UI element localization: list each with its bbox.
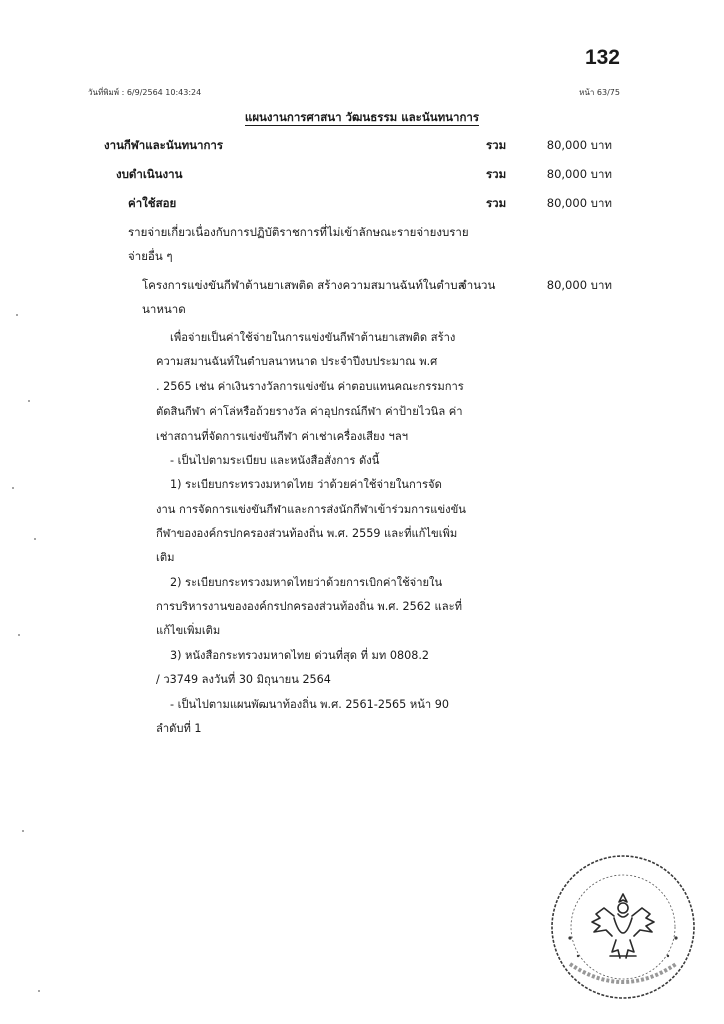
scan-speck	[38, 990, 40, 992]
description-line: - เป็นไปตามแผนพัฒนาท้องถิ่น พ.ศ. 2561-2565 หน้า 90	[170, 698, 449, 711]
description-line: . 2565 เช่น ค่าเงินรางวัลการแข่งขัน ค่าตอบแทนคณะกรรมการ	[156, 380, 464, 393]
project-amount: 80,000 บาท	[546, 278, 612, 292]
row-expenses-amount: 80,000 บาท	[546, 196, 612, 210]
row-sports-sum-label: รวม	[486, 138, 507, 152]
description-line: การบริหารงานขององค์กรปกครองส่วนท้องถิ่น พ.ศ. 2562 และที่	[156, 600, 462, 613]
row-sports-amount: 80,000 บาท	[546, 138, 612, 152]
expense-category-line-2: จ่ายอื่น ๆ	[128, 249, 173, 263]
garuda-seal-icon	[548, 852, 698, 1002]
print-date: วันที่พิมพ์ : 6/9/2564 10:43:24	[88, 88, 202, 97]
description-line: งาน การจัดการแข่งขันกีฬาและการส่งนักกีฬาเข้าร่วมการแข่งขัน	[156, 503, 466, 516]
row-sports-label: งานกีฬาและนันทนาการ	[104, 138, 224, 152]
row-operating-budget-sum-label: รวม	[486, 167, 507, 181]
description-line: ตัดสินกีฬา ค่าโล่หรือถ้วยรางวัล ค่าอุปกรณ์กีฬา ค่าป้ายไวนิล ค่า	[156, 405, 463, 418]
scan-speck	[16, 314, 18, 316]
page-number: 132	[584, 46, 620, 69]
row-expenses-sum-label: รวม	[486, 196, 507, 210]
description-line: 1) ระเบียบกระทรวงมหาดไทย ว่าด้วยค่าใช้จ่ายในการจัด	[170, 478, 442, 491]
description-line: - เป็นไปตามระเบียบ และหนังสือสั่งการ ดังนี้	[170, 454, 380, 467]
scan-speck	[28, 400, 30, 402]
project-title-line-1: โครงการแข่งขันกีฬาต้านยาเสพติด สร้างความสมานฉันท์ในตำบล	[142, 278, 465, 292]
page-counter: หน้า 63/75	[579, 88, 620, 97]
description-line: 2) ระเบียบกระทรวงมหาดไทยว่าด้วยการเบิกค่าใช้จ่ายใน	[170, 576, 443, 589]
description-line: เช่าสถานที่จัดการแข่งขันกีฬา ค่าเช่าเครื่องเสียง ฯลฯ	[156, 430, 408, 443]
expense-category-line-1: รายจ่ายเกี่ยวเนื่องกับการปฏิบัติราชการที่ไม่เข้าลักษณะรายจ่ายงบราย	[128, 225, 469, 239]
scan-speck	[22, 830, 24, 832]
scan-speck	[12, 487, 14, 489]
project-title-line-2: นาหนาด	[142, 302, 186, 316]
description-line: / ว3749 ลงวันที่ 30 มิถุนายน 2564	[156, 673, 331, 686]
row-operating-budget-amount: 80,000 บาท	[546, 167, 612, 181]
description-line: ความสมานฉันท์ในตำบลนาหนาด ประจำปีงบประมาณ พ.ศ	[156, 355, 438, 368]
scan-speck	[34, 538, 36, 540]
plan-title	[0, 109, 724, 127]
row-operating-budget-label: งบดำเนินงาน	[116, 167, 183, 181]
plan-title-text: แผนงานการศาสนา วัฒนธรรม และนันทนาการ	[244, 110, 480, 124]
description-line: เติม	[156, 551, 175, 564]
scan-speck	[18, 634, 20, 636]
description-line: กีฬาขององค์กรปกครองส่วนท้องถิ่น พ.ศ. 2559 และที่แก้ไขเพิ่ม	[156, 527, 458, 540]
description-line: แก้ไขเพิ่มเติม	[156, 624, 221, 637]
description-line: 3) หนังสือกระทรวงมหาดไทย ด่วนที่สุด ที่ มท 0808.2	[170, 649, 430, 662]
description-line: เพื่อจ่ายเป็นค่าใช้จ่ายในการแข่งขันกีฬาต้านยาเสพติด สร้าง	[170, 331, 456, 344]
official-seal-stamp	[548, 852, 698, 1002]
project-qty-label: จำนวน	[460, 278, 496, 292]
row-expenses-label: ค่าใช้สอย	[128, 196, 177, 210]
description-line: ลำดับที่ 1	[156, 722, 202, 735]
